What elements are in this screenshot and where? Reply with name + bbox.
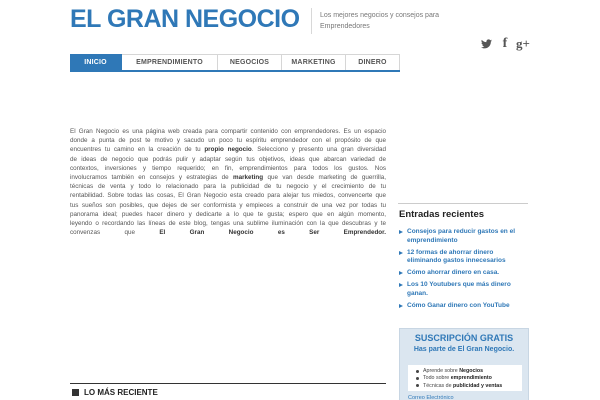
email-field-label[interactable]: Correo Electrónico bbox=[408, 395, 454, 400]
intro-line: leyendo o recordando las líneas de este blog, tengas una sublime iluminación con la que descubras y te bbox=[70, 220, 386, 228]
intro-line: El Gran Negocio es una página web creada para compartir contenido con emprendedores. Es un espacio bbox=[70, 128, 386, 135]
bullet-icon bbox=[416, 384, 419, 387]
recent-posts-list bbox=[399, 228, 529, 314]
arrow-bullet-icon bbox=[399, 251, 403, 255]
intro-line: de ideas de negocio que podrás pulir y adaptar según tus objetivos, ideas que abarcan variedad de bbox=[70, 155, 386, 163]
arrow-bullet-icon bbox=[399, 304, 403, 308]
subscription-benefits bbox=[416, 368, 502, 390]
latest-section-heading: LO MÁS RECIENTE bbox=[84, 388, 158, 397]
arrow-bullet-icon bbox=[399, 283, 403, 287]
nav-item-marketing[interactable]: MARKETING bbox=[282, 54, 346, 70]
benefit-pre: Todo sobre bbox=[423, 375, 451, 382]
benefit-item bbox=[416, 368, 502, 375]
site-title[interactable]: EL GRAN NEGOCIO bbox=[70, 5, 300, 33]
nav-item-dinero[interactable]: DINERO bbox=[346, 54, 400, 70]
recent-post-link[interactable] bbox=[399, 302, 529, 311]
recent-post-link[interactable] bbox=[399, 228, 529, 245]
bullet-icon bbox=[416, 370, 419, 373]
intro-segment: encuentres tu camino en la creación de tu bbox=[70, 146, 201, 154]
subscription-subtitle: Has parte de El Gran Negocio. bbox=[413, 346, 515, 353]
intro-segment: que bbox=[124, 229, 135, 237]
intro-line: rentabilidad. Sobre todas las cosas, El Gran Negocio esta creado para alejar tus miedos, convencerte que bbox=[70, 192, 386, 200]
intro-line: panorama ideal; puedes hacer dinero y dedicarte a lo que te gusta; espero que en algún momento, bbox=[70, 210, 386, 218]
recent-post-link[interactable] bbox=[399, 249, 529, 266]
benefit-item bbox=[416, 383, 502, 390]
intro-segment: involucramos también en consejos y estrategias de bbox=[70, 174, 229, 182]
site-tagline: Los mejores negocios y consejos para Emprendedores bbox=[320, 12, 440, 30]
intro-bold-marketing: marketing bbox=[232, 174, 264, 182]
square-bullet-icon bbox=[72, 389, 79, 396]
subscription-title: SUSCRIPCIÓN GRATIS bbox=[414, 333, 514, 343]
intro-segment: convenzas bbox=[70, 229, 101, 237]
recent-post-link[interactable] bbox=[399, 281, 529, 298]
benefit-bold: Negocios bbox=[459, 368, 484, 374]
nav-item-negocios[interactable]: NEGOCIOS bbox=[218, 54, 282, 70]
arrow-bullet-icon bbox=[399, 230, 403, 234]
recent-post-label: Consejos para reducir gastos en el emprendimiento bbox=[407, 228, 516, 244]
intro-bold-slogan: El Gran Negocio es Ser Emprendedor. bbox=[159, 229, 386, 237]
main-nav bbox=[70, 54, 400, 72]
recent-post-link[interactable] bbox=[399, 269, 529, 278]
intro-segment: . Selecciono y presento una gran diversidad bbox=[251, 146, 386, 154]
recent-post-label: 12 formas de ahorrar dinero eliminando gastos innecesarios bbox=[407, 248, 506, 264]
subscription-benefits-card bbox=[408, 365, 522, 391]
latest-section bbox=[70, 383, 386, 400]
recent-posts-title: Entradas recientes bbox=[399, 209, 485, 220]
header-divider bbox=[311, 8, 312, 34]
recent-post-label: Los 10 Youtubers que más dinero ganan. bbox=[407, 281, 511, 297]
benefit-pre: Aprende sobre bbox=[423, 368, 460, 374]
subscription-box bbox=[399, 328, 529, 400]
recent-post-label: Cómo ahorrar dinero en casa. bbox=[407, 269, 500, 276]
benefit-pre: Técnicas de bbox=[423, 382, 454, 389]
benefit-item bbox=[416, 375, 502, 382]
benefit-bold: publicidad y ventas bbox=[453, 382, 503, 389]
intro-line: donde a punta de post te motivo y sacudo un poco tu espíritu emprendedor con el propósito de que bbox=[70, 137, 386, 145]
intro-line: contextos, inversiones y tiempo requerido; en fin, emprendimientos para todos los gustos. Nos bbox=[70, 164, 386, 172]
intro-line bbox=[70, 228, 386, 237]
intro-segment: que van desde marketing de guerrilla, bbox=[267, 174, 387, 182]
intro-line: tus sueños son posibles, que dejes de ser conformista y empieces a construir de una vez por todas tu bbox=[70, 201, 386, 209]
site-header bbox=[0, 0, 600, 52]
recent-post-label: Cómo Ganar dinero con YouTube bbox=[407, 301, 510, 309]
benefit-bold: emprendimiento bbox=[450, 375, 492, 382]
intro-line bbox=[70, 173, 386, 182]
intro-line: técnicas de venta y todo lo relacionado para la publicidad de tu negocio y el crecimiento de tu bbox=[70, 183, 386, 191]
intro-text bbox=[70, 127, 386, 237]
google-plus-icon[interactable]: g+ bbox=[516, 36, 530, 51]
bullet-icon bbox=[416, 377, 419, 380]
twitter-icon[interactable] bbox=[478, 36, 494, 52]
facebook-icon[interactable]: f bbox=[502, 36, 508, 51]
twitter-bird-glyph bbox=[481, 39, 492, 49]
nav-item-emprendimiento[interactable]: EMPRENDIMIENTO bbox=[122, 54, 218, 70]
intro-bold-propio-negocio: propio negocio bbox=[204, 146, 252, 154]
sidebar-divider bbox=[398, 203, 528, 204]
arrow-bullet-icon bbox=[399, 271, 403, 275]
intro-line bbox=[70, 145, 386, 154]
nav-item-inicio[interactable]: INICIO bbox=[70, 54, 122, 70]
